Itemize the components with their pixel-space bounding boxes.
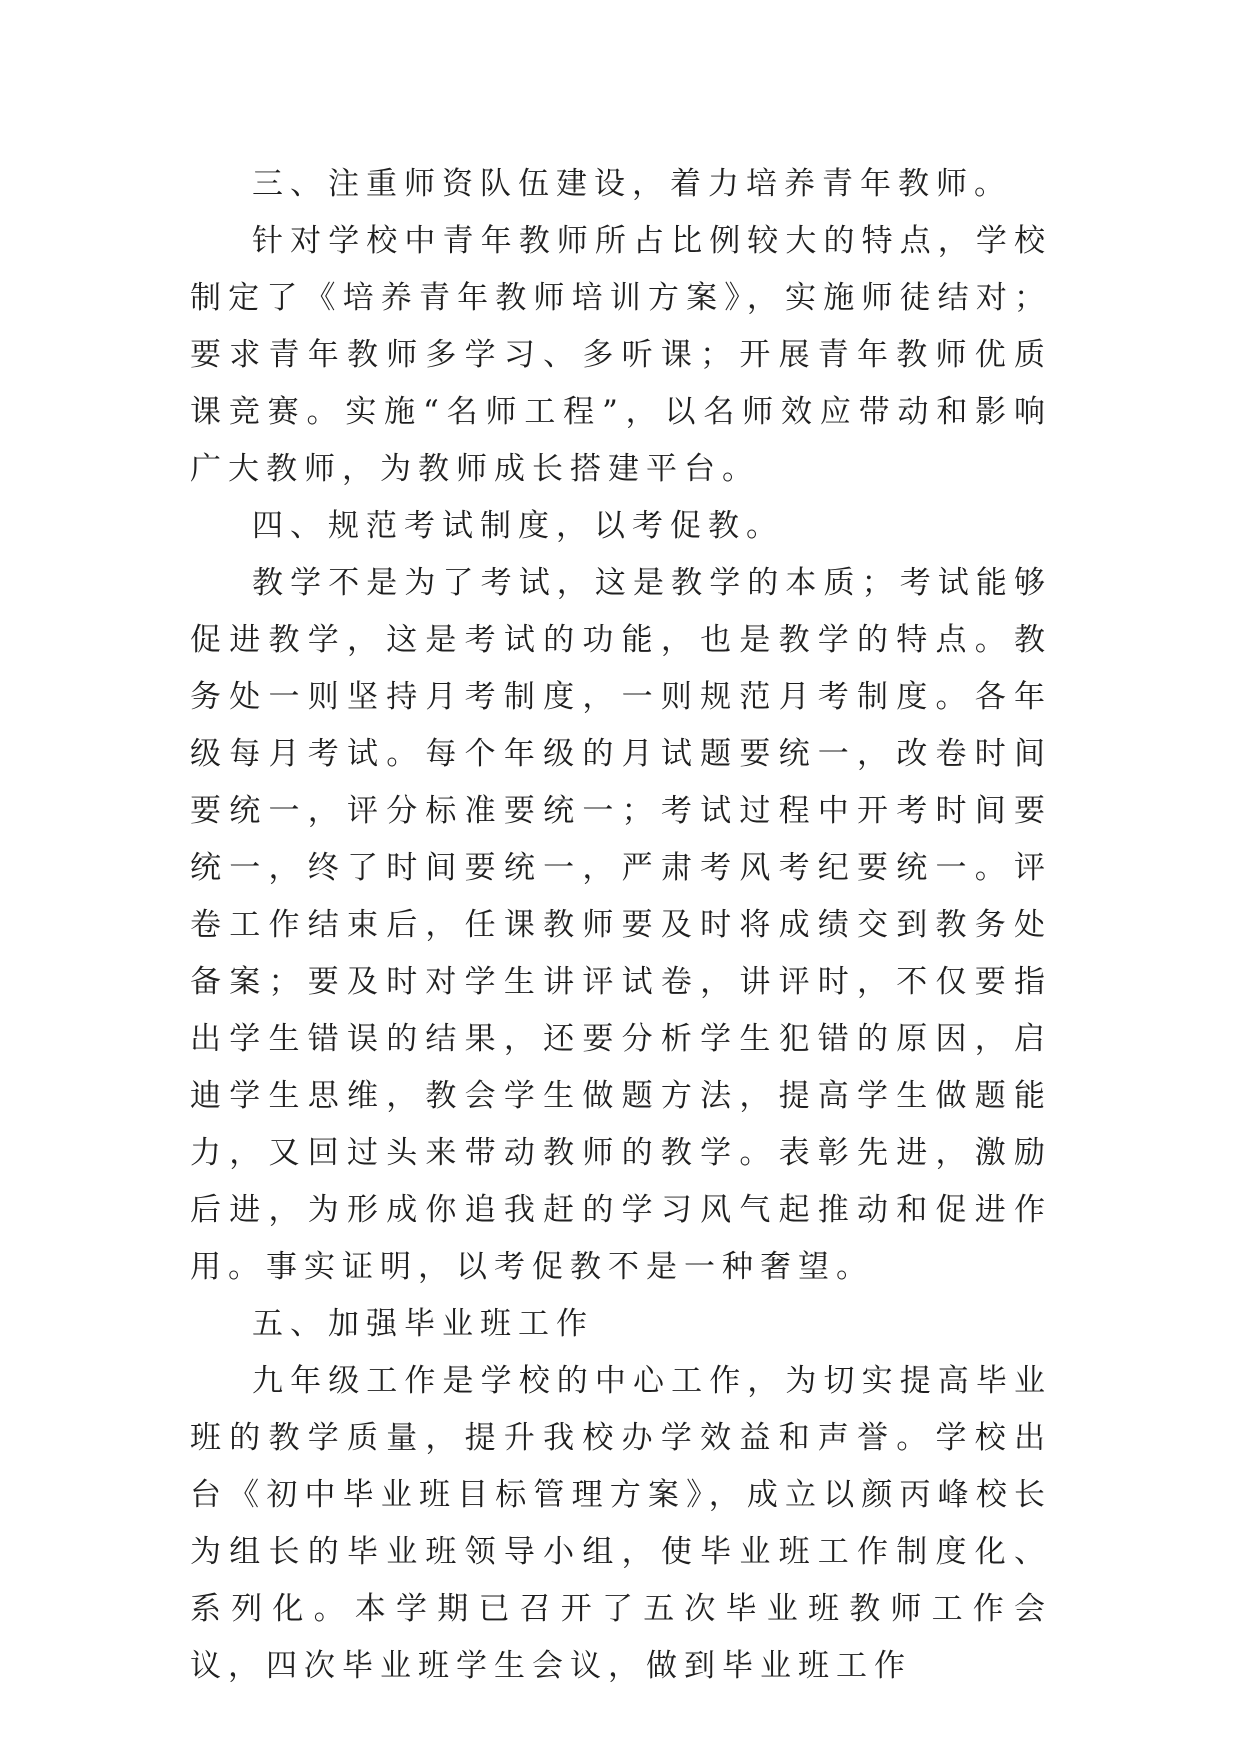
paragraph-teacher-training: 针对学校中青年教师所占比例较大的特点，学校制定了《培养青年教师培训方案》，实施师徒结对；要求青年教师多学习、多听课；开展青年教师优质课竞赛。实施“名师工程”，以名师效应带动和影响广大教师，为教师成长搭建平台。: [190, 223, 1052, 487]
paragraph-exam-system: 教学不是为了考试，这是教学的本质；考试能够促进教学，这是考试的功能，也是教学的特点。教务处一则坚持月考制度，一则规范月考制度。各年级每月考试。每个年级的月试题要统一，改卷时间要统一，评分标准要统一；考试过程中开考时间要统一，终了时间要统一，严肃考风考纪要统一。评卷工作结束后，任课教师要及时将成绩交到教务处备案；要及时对学生讲评试卷，讲评时，不仅要指出学生错误的结果，还要分析学生犯错的原因，启迪学生思维，教会学生做题方法，提高学生做题能力，又回过头来带动教师的教学。表彰先进，激励后进，为形成你追我赶的学习风气起推动和促进作用。事实证明，以考促教不是一种奢望。: [190, 565, 1052, 1285]
document-body: [190, 156, 1052, 1695]
section-heading-3: 三、注重师资队伍建设，着力培养青年教师。: [252, 166, 1012, 202]
section-heading-5: 五、加强毕业班工作: [252, 1306, 594, 1342]
section-heading-4: 四、规范考试制度，以考促教。: [252, 508, 784, 544]
paragraph-graduating-class: 九年级工作是学校的中心工作，为切实提高毕业班的教学质量，提升我校办学效益和声誉。学校出台《初中毕业班目标管理方案》，成立以颜丙峰校长为组长的毕业班领导小组，使毕业班工作制度化、系列化。本学期已召开了五次毕业班教师工作会议，四次毕业班学生会议，做到毕业班工作: [190, 1363, 1052, 1684]
